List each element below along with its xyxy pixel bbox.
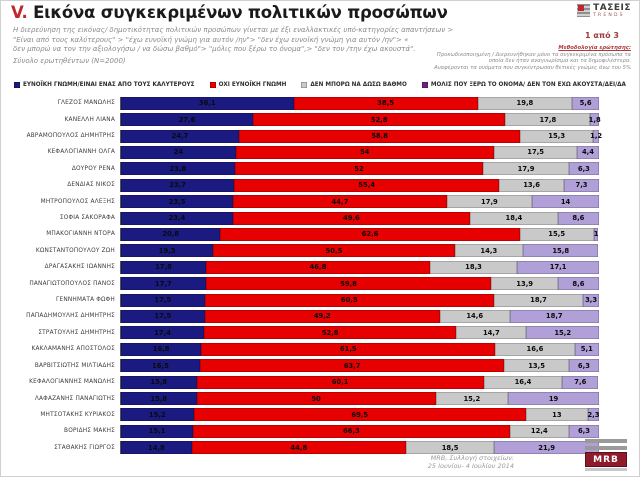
stacked-bar: [120, 408, 599, 421]
bar-segment: [520, 130, 593, 143]
bar-value: 15,8: [150, 394, 168, 403]
bar-row: [1, 374, 640, 390]
stacked-bar: [120, 376, 599, 389]
bar-value: 15,3: [548, 132, 566, 141]
source-line1: MRB, Συλλογή στοιχείων:: [430, 454, 514, 462]
bar-value: 7,6: [574, 378, 587, 387]
bar-value: 23,7: [169, 181, 187, 190]
bar-value: 14,3: [480, 246, 498, 255]
bar-segment: [505, 113, 590, 126]
legend-label: ΟΧΙ ΕΥΝΟΪΚΗ ΓΝΩΜΗ: [218, 82, 287, 88]
bar-row: [1, 144, 640, 160]
bar-segment: [239, 130, 520, 143]
bar-segment: [121, 113, 253, 126]
bar-segment: [470, 212, 558, 225]
bar-segment: [236, 146, 494, 159]
stacked-bar: [120, 326, 599, 339]
person-name: ΣΤΡΑΤΟΥΛΗΣ ΔΗΜΗΤΡΗΣ: [38, 329, 115, 336]
bar-segment: [294, 97, 478, 110]
bar-segment: [121, 212, 233, 225]
bar-value: 21,9: [538, 443, 556, 452]
bar-segment: [197, 376, 484, 389]
person-name: ΜΗΤΡΟΠΟΥΛΟΣ ΑΛΕΞΗΣ: [40, 198, 115, 205]
person-name: ΓΛΕΖΟΣ ΜΑΝΩΛΗΣ: [57, 100, 115, 107]
bar-segment: [491, 277, 557, 290]
bar-segment: [590, 130, 603, 143]
bar-segment: [206, 277, 492, 290]
person-name: ΚΩΝΣΤΑΝΤΟΠΟΥΛΟΥ ΖΩΗ: [35, 247, 115, 254]
legend-swatch-icon: [14, 82, 20, 88]
bar-segment: [213, 244, 454, 257]
bar-segment: [494, 146, 578, 159]
bar-value: 20,8: [162, 230, 180, 239]
bar-segment: [517, 261, 599, 274]
taseis-logo: [577, 4, 631, 19]
bar-segment: [235, 162, 484, 175]
bar-row: [1, 177, 640, 193]
bar-value: 23,4: [168, 214, 186, 223]
bar-segment: [569, 425, 599, 438]
bar-value: 55,4: [358, 181, 376, 190]
bar-segment: [562, 376, 598, 389]
bar-segment: [121, 392, 197, 405]
bar-value: 62,6: [361, 230, 379, 239]
bar-segment: [456, 326, 526, 339]
bar-value: 6,3: [577, 361, 590, 370]
legend-item: [210, 82, 287, 88]
stacked-bar: [120, 359, 599, 372]
bar-segment: [121, 261, 206, 274]
bar-value: 50,5: [325, 246, 343, 255]
bar-value: 19,3: [158, 246, 176, 255]
bar-value: 13,6: [523, 181, 540, 190]
bar-value: 14,7: [482, 328, 500, 337]
bar-segment: [583, 294, 599, 307]
taseis-logo-subtitle: TRENDS: [593, 13, 625, 18]
stacked-bar: [120, 195, 599, 208]
bar-value: 13: [552, 410, 562, 419]
bar-value: 63,7: [343, 361, 361, 370]
bar-value: 17,5: [527, 148, 545, 157]
source-note: [428, 454, 514, 470]
bar-row: [1, 440, 640, 456]
bar-value: 3,3: [585, 296, 598, 305]
stacked-bar: [120, 441, 599, 454]
stacked-bar: [120, 294, 599, 307]
bar-row: [1, 161, 640, 177]
survey-description-line: Η διερεύνηση της εικόνας/ δημοτικότητας πολιτικών προσώπων γίνεται με έξι εναλλακτικές υπό-κατηγορίες απαντήσεων >: [13, 26, 454, 34]
legend-label: ΕΥΝΟΪΚΗ ΓΝΩΜΗ/ΕΙΝΑΙ ΕΝΑΣ ΑΠΟ ΤΟΥΣ ΚΑΛΥΤΕΡΟΥΣ: [23, 82, 195, 88]
bar-segment: [455, 244, 523, 257]
bar-segment: [121, 244, 213, 257]
bar-value: 17,9: [481, 197, 498, 206]
bar-value: 60,1: [331, 378, 349, 387]
methodology-line: Αναφέρονται τα ονόματα που συγκέντρωσαν θετικές γνώμες άνω του 5%: [434, 64, 631, 71]
bar-segment: [121, 179, 234, 192]
bar-segment: [484, 376, 562, 389]
bar-segment: [588, 408, 599, 421]
bar-segment: [200, 359, 504, 372]
person-name: ΔΕΝΔΙΑΣ ΝΙΚΟΣ: [67, 182, 115, 189]
bar-value: 52: [354, 164, 364, 173]
bar-segment: [205, 310, 440, 323]
bar-row: [1, 193, 640, 209]
taseis-logo-icon: [577, 4, 590, 17]
bar-row: [1, 308, 640, 324]
bar-row: [1, 243, 640, 259]
bar-value: 16,5: [152, 361, 169, 370]
legend-item: [422, 82, 626, 88]
bar-value: 1,2: [590, 132, 603, 141]
bar-segment: [220, 228, 519, 241]
sample-size: Σύνολο ερωτηθέντων (Ν=2000): [13, 56, 126, 65]
bar-row: [1, 358, 640, 374]
bar-segment: [447, 195, 532, 208]
title-text: Εικόνα συγκεκριμένων πολιτικών προσώπων: [33, 3, 448, 22]
bar-value: 17,5: [154, 296, 172, 305]
bar-value: 44,7: [331, 197, 349, 206]
bar-segment: [526, 408, 588, 421]
bar-row: [1, 292, 640, 308]
title-number: V.: [11, 3, 28, 22]
bar-segment: [483, 162, 569, 175]
stacked-bar: [120, 130, 603, 143]
bar-segment: [121, 425, 193, 438]
bar-value: 15,8: [150, 378, 168, 387]
bar-segment: [504, 359, 569, 372]
stacked-bar: [120, 261, 599, 274]
legend-label: ΜΟΛΙΣ ΠΟΥ ΞΕΡΩ ΤΟ ΟΝΟΜΑ/ ΔΕΝ ΤΟΝ ΕΧΩ ΑΚΟΥΣΤΑ/ΔΕΙ/ΔΑ: [430, 82, 626, 88]
mrb-logo: [585, 439, 627, 471]
bar-segment: [121, 441, 192, 454]
survey-description-line: "Είναι από τους καλύτερους" > "έχω ευνοϊκή γνώμη για αυτόν /ην"> "δεν έχω ευνοϊκή γνώμη για αυτόν /ην"> «: [13, 35, 409, 44]
bar-value: 17,9: [517, 164, 535, 173]
bar-value: 17,7: [154, 279, 172, 288]
person-name: ΜΗΤΣΟΤΑΚΗΣ ΚΥΡΙΑΚΟΣ: [40, 411, 115, 418]
bar-value: 17,8: [539, 115, 557, 124]
bar-value: 18,7: [545, 312, 563, 321]
person-name: ΠΑΝΑΓΙΩΤΟΠΟΥΛΟΣ ΠΑΝΟΣ: [29, 280, 115, 287]
bar-segment: [499, 179, 564, 192]
bar-value: 16,6: [526, 345, 544, 354]
bar-value: 6,3: [577, 427, 590, 436]
person-name: ΠΑΠΑΔΗΜΟΥΛΗΣ ΔΗΜΗΤΡΗΣ: [26, 313, 115, 320]
person-name: ΚΕΦΑΛΟΓΙΑΝΝΗΣ ΜΑΝΩΛΗΣ: [29, 379, 115, 386]
bar-segment: [121, 146, 236, 159]
bar-value: 49,6: [342, 214, 360, 223]
bar-segment: [558, 212, 599, 225]
bar-segment: [121, 130, 239, 143]
bar-value: 14,8: [147, 443, 165, 452]
bar-segment: [572, 97, 599, 110]
bar-value: 17,1: [549, 263, 567, 272]
bar-segment: [121, 343, 201, 356]
bar-segment: [440, 310, 510, 323]
bar-segment: [121, 408, 194, 421]
stacked-bar: [120, 310, 599, 323]
mrb-logo-stripe: [585, 439, 627, 443]
bar-row: [1, 325, 640, 341]
bar-row: [1, 111, 640, 127]
bar-value: 24: [173, 148, 184, 157]
stacked-bar-chart: [1, 95, 640, 456]
bar-value: 17,8: [155, 263, 172, 272]
person-name: ΛΑΦΑΖΑΝΗΣ ΠΑΝΑΓΙΩΤΗΣ: [34, 395, 115, 402]
mrb-logo-text: MRB: [593, 454, 619, 465]
bar-value: 6,3: [577, 164, 590, 173]
bar-segment: [508, 392, 599, 405]
legend-item: [301, 82, 406, 88]
bar-value: 13,9: [516, 279, 534, 288]
bar-value: 16,4: [514, 378, 532, 387]
bar-value: 66,3: [343, 427, 360, 436]
bar-row: [1, 259, 640, 275]
bar-segment: [197, 392, 436, 405]
bar-value: 8,6: [572, 214, 585, 223]
bar-value: 19: [548, 394, 559, 403]
stacked-bar: [120, 146, 599, 159]
bar-segment: [121, 310, 205, 323]
person-name: ΔΟΥΡΟΥ ΡΕΝΑ: [71, 165, 115, 172]
person-name: ΑΒΡΑΜΟΠΟΥΛΟΣ ΔΗΜΗΤΡΗΣ: [26, 133, 115, 140]
bar-value: 44,8: [290, 443, 308, 452]
bar-value: 4,4: [581, 148, 594, 157]
bar-value: 15,2: [148, 410, 166, 419]
bar-segment: [121, 162, 235, 175]
stacked-bar: [120, 97, 599, 110]
bar-value: 18,4: [505, 214, 523, 223]
bar-value: 7,3: [575, 181, 588, 190]
mrb-logo-footer-stripe: [585, 468, 627, 471]
bar-segment: [206, 261, 430, 274]
page-indicator: 1 από 3: [584, 31, 619, 40]
bar-row: [1, 390, 640, 406]
bar-value: 15,8: [552, 246, 570, 255]
bar-value: 24,7: [171, 132, 189, 141]
bar-value: 1,8: [588, 115, 601, 124]
bar-value: 15,5: [548, 230, 566, 239]
bar-segment: [510, 310, 599, 323]
legend-item: [14, 82, 195, 88]
bar-value: 59,8: [340, 279, 357, 288]
stacked-bar: [120, 244, 599, 257]
bar-value: 5,6: [579, 99, 592, 108]
bar-value: 17,5: [154, 312, 172, 321]
bar-value: 69,5: [351, 410, 369, 419]
bar-segment: [569, 162, 599, 175]
bar-value: 38,5: [377, 99, 394, 108]
bar-segment: [510, 425, 569, 438]
bar-segment: [575, 343, 599, 356]
bar-value: 8,6: [572, 279, 585, 288]
bar-segment: [233, 212, 470, 225]
bar-value: 49,2: [313, 312, 331, 321]
bar-segment: [192, 441, 406, 454]
bar-segment: [234, 179, 499, 192]
stacked-bar: [120, 162, 599, 175]
bar-segment: [194, 408, 526, 421]
bar-value: 16,8: [152, 345, 170, 354]
stacked-bar: [120, 113, 599, 126]
stacked-bar: [120, 228, 599, 241]
bar-value: 19,8: [516, 99, 534, 108]
person-name: ΜΠΑΚΟΓΙΑΝΝΗ ΝΤΟΡΑ: [46, 231, 115, 238]
bar-value: 17,4: [154, 328, 171, 337]
bar-segment: [121, 359, 200, 372]
bar-value: 15,2: [554, 328, 572, 337]
bar-row: [1, 210, 640, 226]
bar-segment: [253, 113, 505, 126]
bar-segment: [121, 228, 220, 241]
person-name: ΓΕΝΝΗΜΑΤΑ ΦΩΦΗ: [56, 297, 115, 304]
bar-segment: [121, 277, 206, 290]
bar-segment: [569, 359, 599, 372]
bar-segment: [494, 294, 583, 307]
bar-segment: [205, 294, 494, 307]
bar-value: 52,8: [370, 115, 388, 124]
bar-segment: [430, 261, 517, 274]
bar-row: [1, 128, 640, 144]
chart-legend: [1, 82, 639, 88]
bar-segment: [204, 326, 456, 339]
bar-value: 46,8: [309, 263, 327, 272]
bar-value: 18,3: [465, 263, 482, 272]
bar-segment: [526, 326, 599, 339]
bar-value: 23,8: [169, 164, 187, 173]
bar-value: 36,1: [198, 99, 216, 108]
methodology-line: οποία δεν ήταν αναγνωρίσιμα και τα δημοφιλέστερα.: [488, 58, 631, 65]
bar-segment: [523, 244, 599, 257]
bar-row: [1, 95, 640, 111]
source-line2: 25 Ιουνίου- 4 Ιουλίου 2014: [427, 462, 514, 470]
bar-segment: [564, 179, 599, 192]
legend-swatch-icon: [422, 82, 428, 88]
bar-segment: [121, 376, 197, 389]
bar-value: 1: [593, 230, 599, 239]
bar-value: 61,5: [339, 345, 357, 354]
bar-segment: [406, 441, 494, 454]
stacked-bar: [120, 392, 599, 405]
bar-value: 18,5: [441, 443, 459, 452]
bar-segment: [233, 195, 446, 208]
bar-segment: [121, 326, 204, 339]
bar-segment: [590, 113, 599, 126]
stacked-bar: [120, 212, 599, 225]
bar-segment: [495, 343, 574, 356]
bar-value: 2,3: [587, 410, 600, 419]
bar-value: 12,4: [530, 427, 548, 436]
bar-segment: [577, 146, 598, 159]
person-name: ΣΟΦΙΑ ΣΑΚΟΡΑΦΑ: [59, 215, 115, 222]
bar-value: 23,5: [168, 197, 186, 206]
person-name: ΔΡΑΓΑΣΑΚΗΣ ΙΩΑΝΝΗΣ: [44, 264, 115, 271]
bar-segment: [436, 392, 509, 405]
page-title: [11, 3, 448, 22]
bar-value: 14,6: [466, 312, 484, 321]
bar-value: 13,5: [528, 361, 545, 370]
survey-description-line: δεν μπορώ να τον την αξιολογήσω / να δώσω βαθμό"> "μόλις που ξέρω το όνομα",> "δεν τον /την έχω ακουστά".: [13, 45, 416, 54]
bar-value: 52,8: [321, 328, 339, 337]
person-name: ΒΟΡΙΔΗΣ ΜΑΚΗΣ: [64, 428, 115, 435]
legend-swatch-icon: [301, 82, 307, 88]
bar-segment: [558, 277, 599, 290]
legend-label: ΔΕΝ ΜΠΟΡΩ ΝΑ ΔΩΣΩ ΒΑΘΜΟ: [310, 82, 407, 88]
bar-row: [1, 407, 640, 423]
mrb-logo-box: [585, 452, 627, 467]
bar-value: 15,1: [148, 427, 166, 436]
bar-value: 50: [311, 394, 321, 403]
bar-segment: [520, 228, 594, 241]
person-name: ΚΕΦΑΛΟΓΙΑΝΝΗ ΟΛΓΑ: [47, 149, 115, 156]
stacked-bar: [120, 425, 599, 438]
bar-row: [1, 275, 640, 291]
bar-segment: [494, 441, 599, 454]
person-name: ΚΑΝΕΛΛΗ ΛΙΑΝΑ: [64, 116, 115, 123]
bar-segment: [121, 97, 294, 110]
survey-description: [13, 26, 453, 66]
bar-value: 54: [360, 148, 370, 157]
bar-value: 27,6: [178, 115, 196, 124]
bar-segment: [201, 343, 495, 356]
bar-value: 60,5: [340, 296, 358, 305]
bar-row: [1, 423, 640, 439]
bar-value: 15,2: [463, 394, 481, 403]
taseis-logo-title: ΤΑΣΕΙΣ: [593, 3, 631, 13]
bar-segment: [478, 97, 573, 110]
person-name: ΣΤΑΘΑΚΗΣ ΓΙΩΡΓΟΣ: [54, 444, 115, 451]
mrb-logo-stripe: [585, 446, 627, 450]
stacked-bar: [120, 343, 599, 356]
bar-row: [1, 341, 640, 357]
person-name: ΒΑΡΒΙΤΣΙΩΤΗΣ ΜΙΛΤΙΑΔΗΣ: [34, 362, 115, 369]
bar-row: [1, 226, 640, 242]
bar-value: 18,7: [530, 296, 547, 305]
stacked-bar: [120, 277, 599, 290]
bar-segment: [594, 228, 599, 241]
bar-value: 58,8: [371, 132, 388, 141]
bar-value: 5,1: [580, 345, 593, 354]
bar-segment: [532, 195, 599, 208]
bar-segment: [121, 294, 205, 307]
bar-value: 14: [560, 197, 571, 206]
methodology-heading: Μεθοδολογία ερώτησης:: [558, 45, 631, 51]
methodology-line: Προκωδικοποιημένη / Διερευνήθηκαν μόνο τα συγκεκριμένα πρόσωπα τα: [436, 51, 631, 58]
bar-segment: [193, 425, 510, 438]
bar-segment: [121, 195, 233, 208]
legend-swatch-icon: [210, 82, 216, 88]
stacked-bar: [120, 179, 599, 192]
person-name: ΚΑΚΛΑΜΑΝΗΣ ΑΠΟΣΤΟΛΟΣ: [31, 346, 115, 353]
methodology-note: [434, 45, 631, 71]
